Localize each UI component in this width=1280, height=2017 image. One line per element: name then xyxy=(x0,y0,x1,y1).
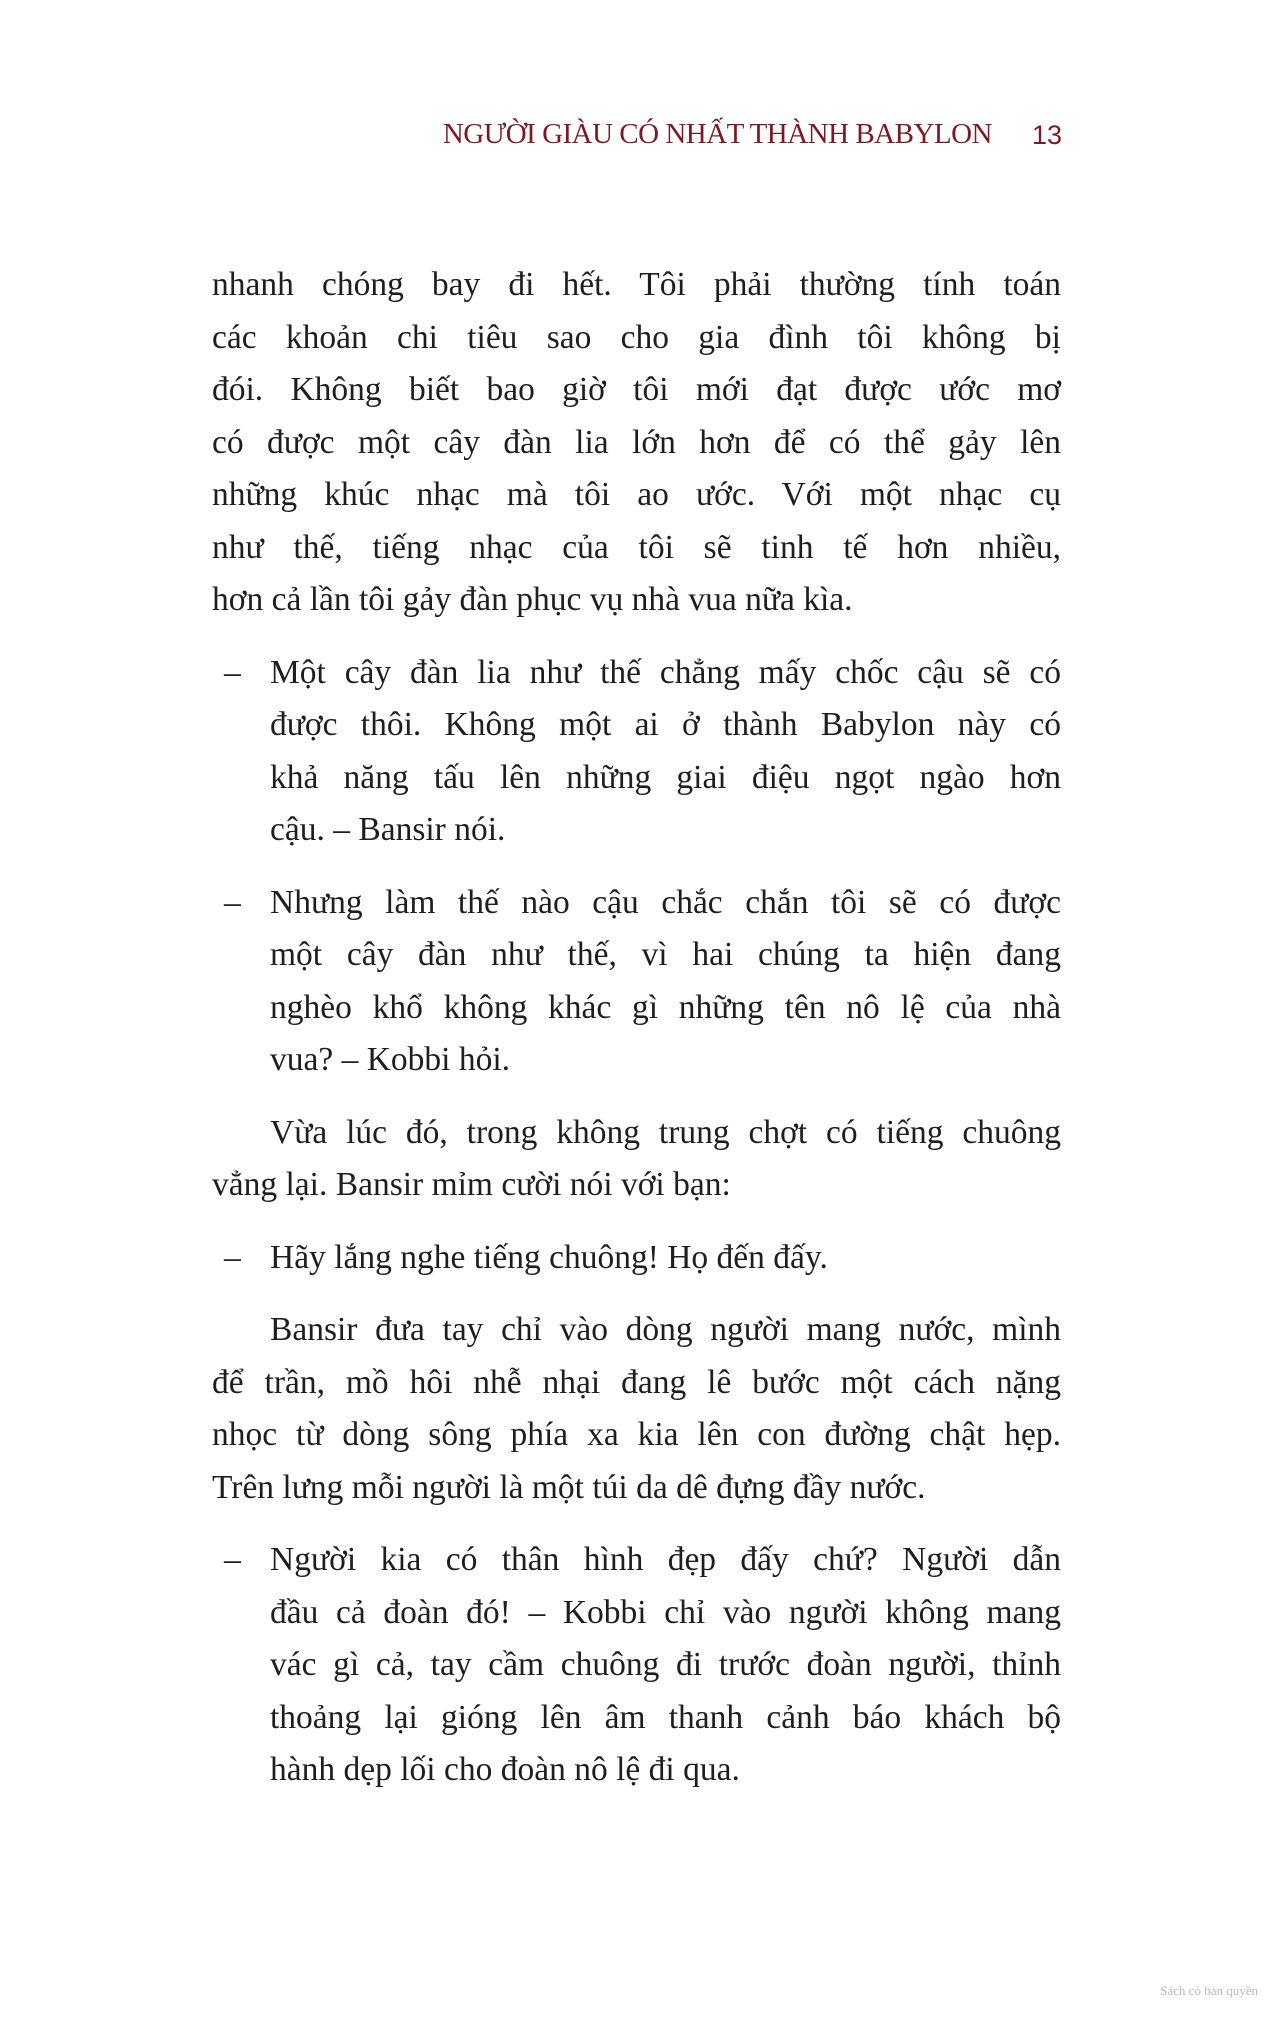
text-line: vua? – Kobbi hỏi. xyxy=(270,1041,511,1078)
text-line: Trên lưng mỗi người là một túi da dê đựng đầy nước. xyxy=(212,1468,926,1506)
copyright-watermark: Sách có bản quyền xyxy=(1160,1983,1258,1998)
dialogue-dash: – xyxy=(224,1541,241,1578)
text-line: hành dẹp lối cho đoàn nô lệ đi qua. xyxy=(270,1751,740,1788)
dialogue-paragraph xyxy=(212,877,1061,1087)
text-line: Người kia có thân hình đẹp đấy chứ? Người dẫn xyxy=(270,1541,1061,1578)
dialogue-paragraph xyxy=(212,1534,1061,1797)
text-line: có được một cây đàn lia lớn hơn để có thể gảy lên xyxy=(212,423,1061,461)
text-line: Một cây đàn lia như thế chẳng mấy chốc cậu sẽ có xyxy=(270,653,1061,691)
text-line: khả năng tấu lên những giai điệu ngọt ngào hơn xyxy=(270,758,1061,796)
text-line: thoảng lại gióng lên âm thanh cảnh báo khách bộ xyxy=(270,1698,1061,1736)
text-line: cậu. – Bansir nói. xyxy=(270,811,506,848)
page-number: 13 xyxy=(1032,120,1063,150)
dialogue-dash: – xyxy=(224,653,241,691)
text-line: những khúc nhạc mà tôi ao ước. Với một nhạc cụ xyxy=(212,476,1061,513)
running-header xyxy=(0,118,1280,158)
text-line: một cây đàn như thế, vì hai chúng ta hiện đang xyxy=(270,936,1061,973)
text-line: đói. Không biết bao giờ tôi mới đạt được ước mơ xyxy=(212,371,1061,408)
text-paragraph xyxy=(212,259,1061,627)
text-line: Bansir đưa tay chỉ vào dòng người mang nước, mình xyxy=(270,1311,1061,1348)
text-line: nhanh chóng bay đi hết. Tôi phải thường tính toán xyxy=(212,266,1061,303)
text-paragraph xyxy=(212,1304,1061,1514)
page-body xyxy=(212,259,1061,1817)
text-line: vẳng lại. Bansir mỉm cười nói với bạn: xyxy=(212,1166,731,1203)
book-title: NGƯỜI GIÀU CÓ NHẤT THÀNH BABYLON xyxy=(442,118,992,150)
dialogue-dash: – xyxy=(224,883,241,921)
text-line: được thôi. Không một ai ở thành Babylon này có xyxy=(270,706,1061,743)
text-line: các khoản chi tiêu sao cho gia đình tôi không bị xyxy=(212,318,1061,356)
dialogue-paragraph xyxy=(212,1232,1061,1285)
text-line: Vừa lúc đó, trong không trung chợt có tiếng chuông xyxy=(270,1113,1061,1151)
dialogue-dash: – xyxy=(224,1238,241,1276)
text-line: nghèo khổ không khác gì những tên nô lệ của nhà xyxy=(270,988,1061,1026)
text-line: Nhưng làm thế nào cậu chắc chắn tôi sẽ có được xyxy=(270,883,1061,921)
text-line: hơn cả lần tôi gảy đàn phục vụ nhà vua nữa kìa. xyxy=(212,581,853,618)
text-paragraph xyxy=(212,1107,1061,1212)
text-line: nhọc từ dòng sông phía xa kia lên con đường chật hẹp. xyxy=(212,1416,1061,1453)
text-line: để trần, mồ hôi nhễ nhại đang lê bước một cách nặng xyxy=(212,1363,1061,1401)
text-line: đầu cả đoàn đó! – Kobbi chỉ vào người không mang xyxy=(270,1593,1061,1631)
text-line: Hãy lắng nghe tiếng chuông! Họ đến đấy. xyxy=(270,1238,828,1276)
text-line: vác gì cả, tay cầm chuông đi trước đoàn người, thỉnh xyxy=(270,1646,1061,1683)
dialogue-paragraph xyxy=(212,647,1061,857)
text-line: như thế, tiếng nhạc của tôi sẽ tinh tế hơn nhiều, xyxy=(212,528,1061,566)
